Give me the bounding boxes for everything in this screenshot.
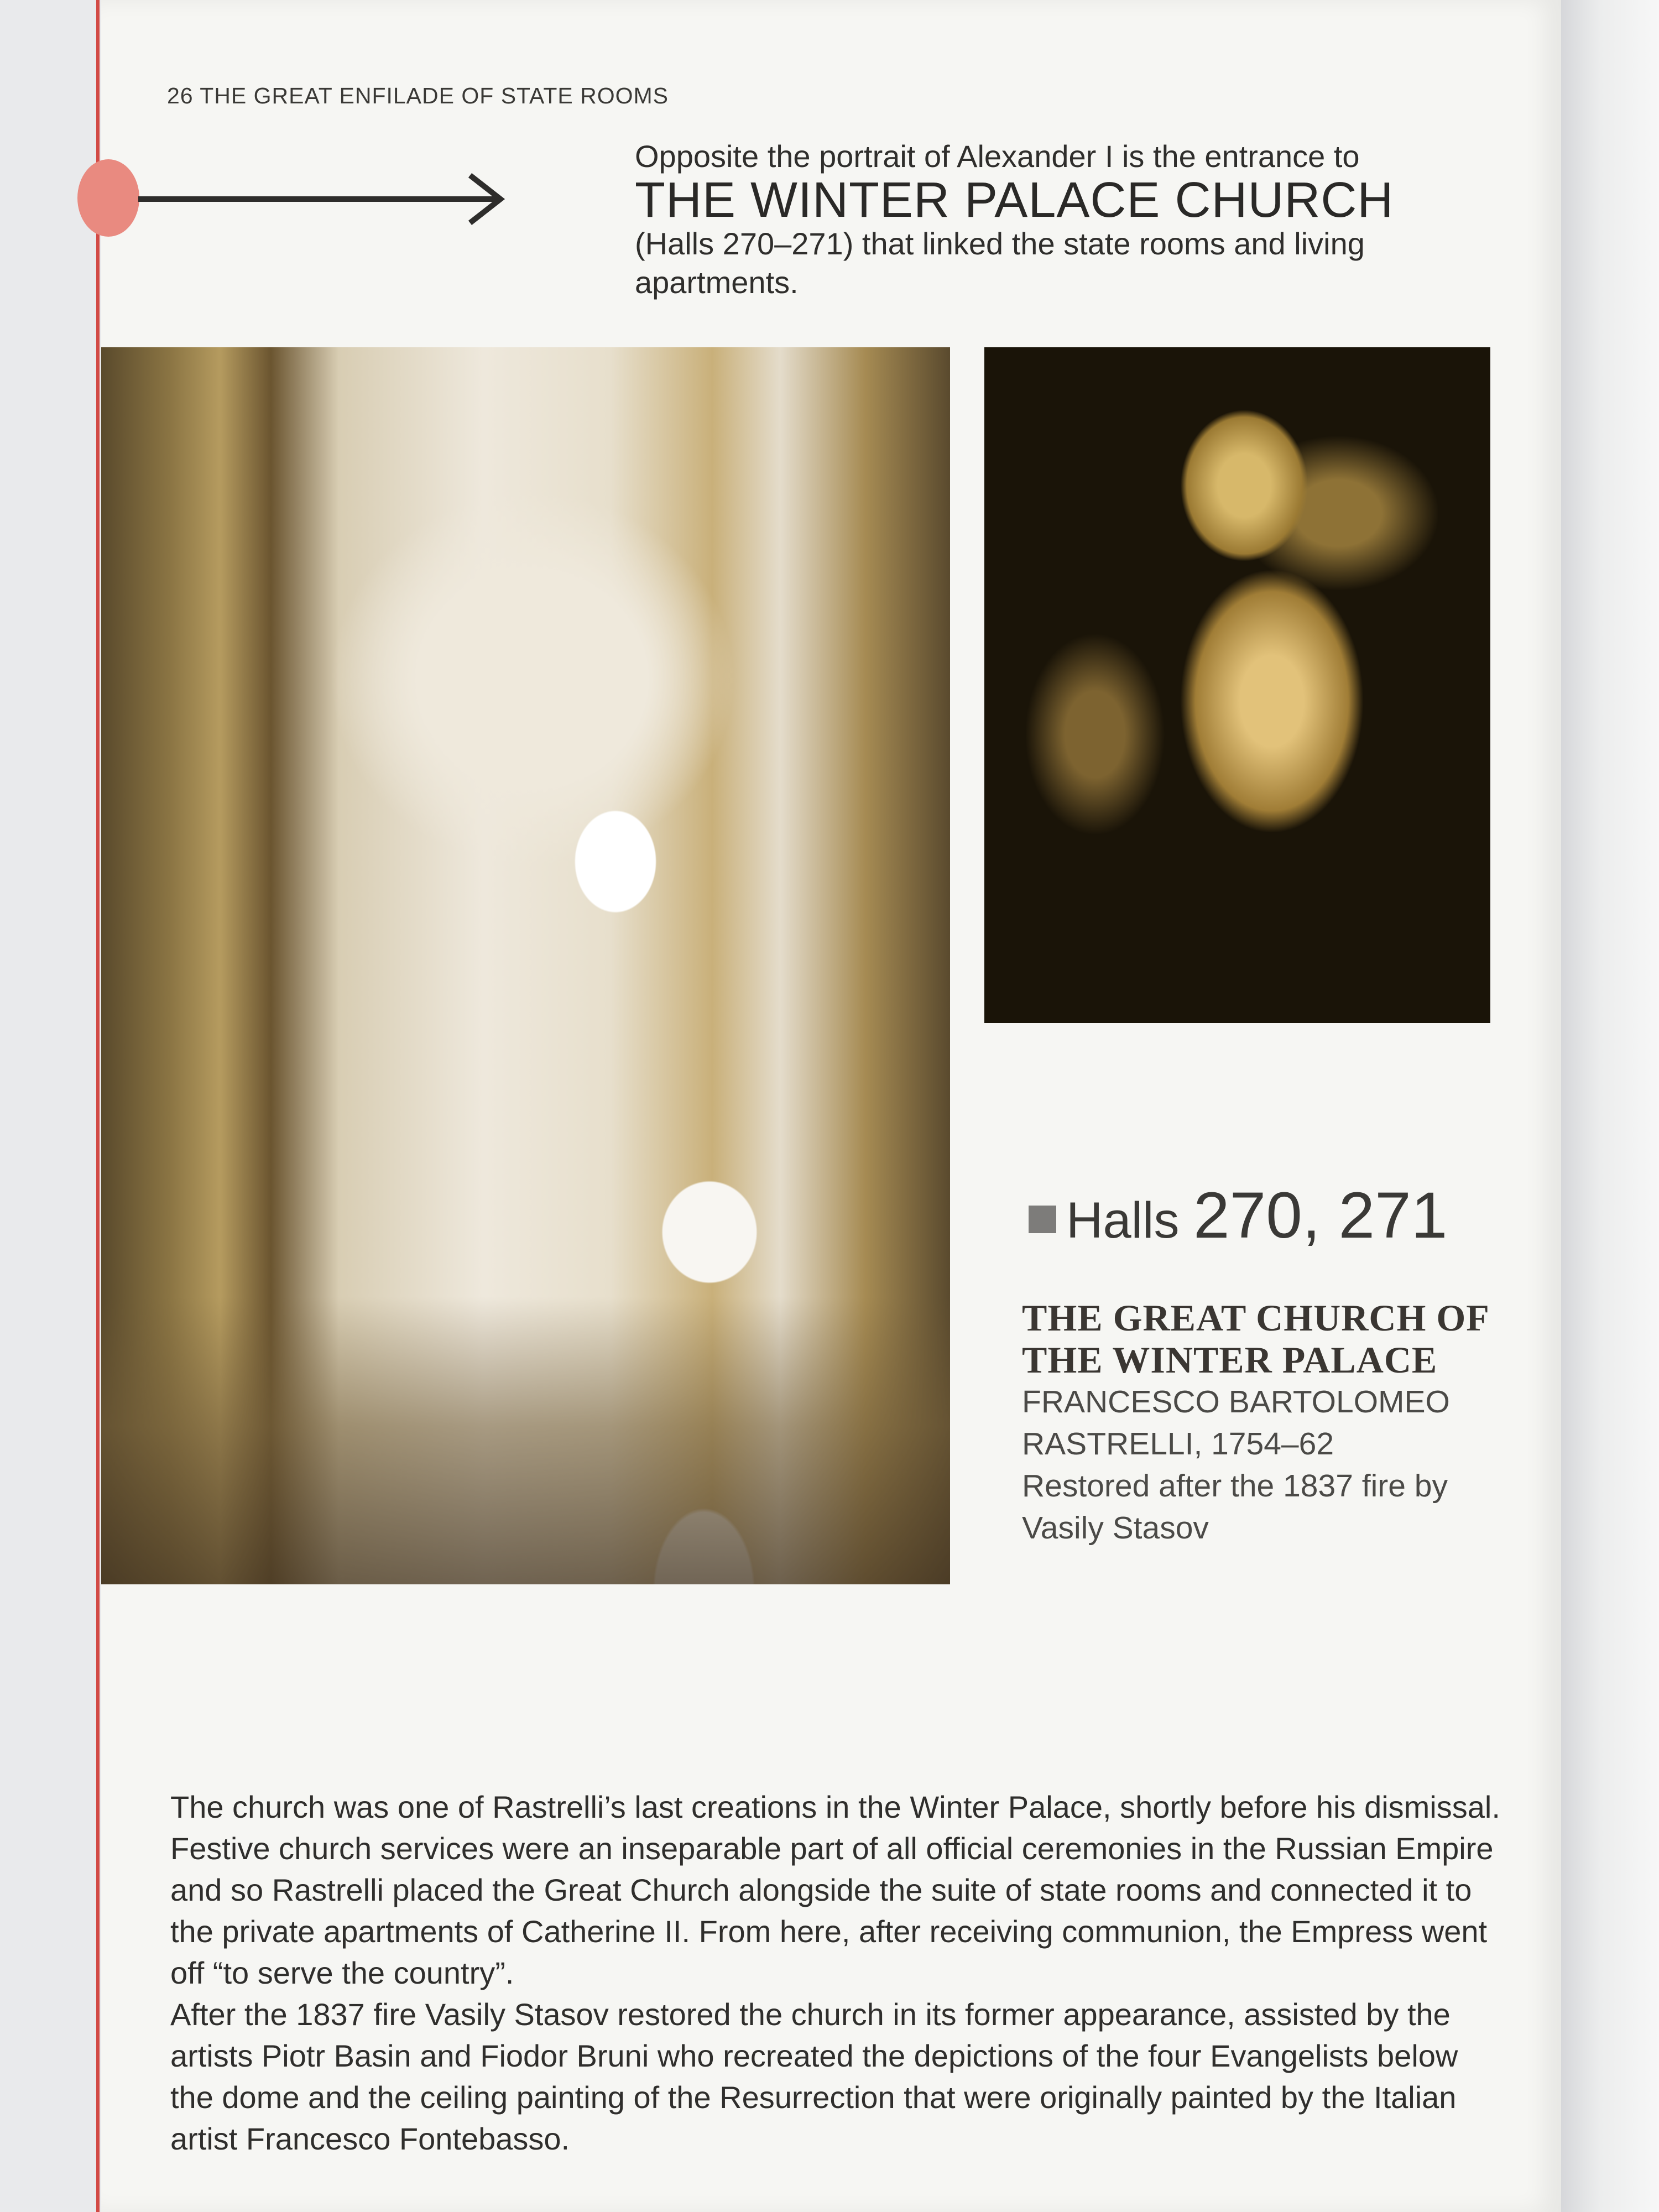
halls-label xyxy=(1029,1178,1447,1253)
caption-note: Restored after the 1837 fire by Vasily Stasov xyxy=(1022,1468,1448,1546)
intro-line: Opposite the portrait of Alexander I is the entrance to xyxy=(635,139,1360,174)
cherub-photo xyxy=(984,347,1490,1023)
paragraph: The church was one of Rastrelli’s last creations in the Winter Palace, shortly before his dismissal. Festive church services were an inseparable part of all official ceremonies in the Russian Empire and so Rastrelli placed the Great Church alongside the suite of state rooms and connected it to the private apartments of Catherine II. From here, after receiving communion, the Empress went off “to serve the country”. xyxy=(170,1790,1500,1990)
caption-title: THE GREAT CHURCH OF THE WINTER PALACE xyxy=(1022,1297,1489,1381)
intro-title: THE WINTER PALACE CHURCH xyxy=(635,173,1394,228)
intro-block xyxy=(635,137,1453,302)
paragraph: After the 1837 fire Vasily Stasov restored the church in its former appearance, assisted by the artists Piotr Basin and Fiodor Bruni who recreated the depictions of the four Evangelists below the dome and the ceiling painting of the Resurrection that were originally painted by the Italian artist Francesco Fontebasso. xyxy=(170,1997,1458,2156)
halls-numbers: 270, 271 xyxy=(1193,1179,1448,1252)
body-text xyxy=(170,1786,1509,2159)
square-bullet-icon xyxy=(1029,1206,1056,1233)
halls-prefix: Halls xyxy=(1066,1192,1180,1249)
arrow-icon xyxy=(138,169,509,229)
photo-shading xyxy=(101,1297,950,1584)
caption-architect: FRANCESCO BARTOLOMEO RASTRELLI, 1754–62 xyxy=(1022,1384,1450,1462)
running-head: 26 THE GREAT ENFILADE OF STATE ROOMS xyxy=(167,83,669,108)
page-edge xyxy=(1561,0,1659,2212)
photo-caption xyxy=(1022,1297,1509,1549)
church-interior-photo xyxy=(101,347,950,1584)
intro-line-2: (Halls 270–271) that linked the state rooms and living apartments. xyxy=(635,226,1365,300)
section-marker xyxy=(77,159,139,237)
left-accent-line xyxy=(96,0,100,2212)
